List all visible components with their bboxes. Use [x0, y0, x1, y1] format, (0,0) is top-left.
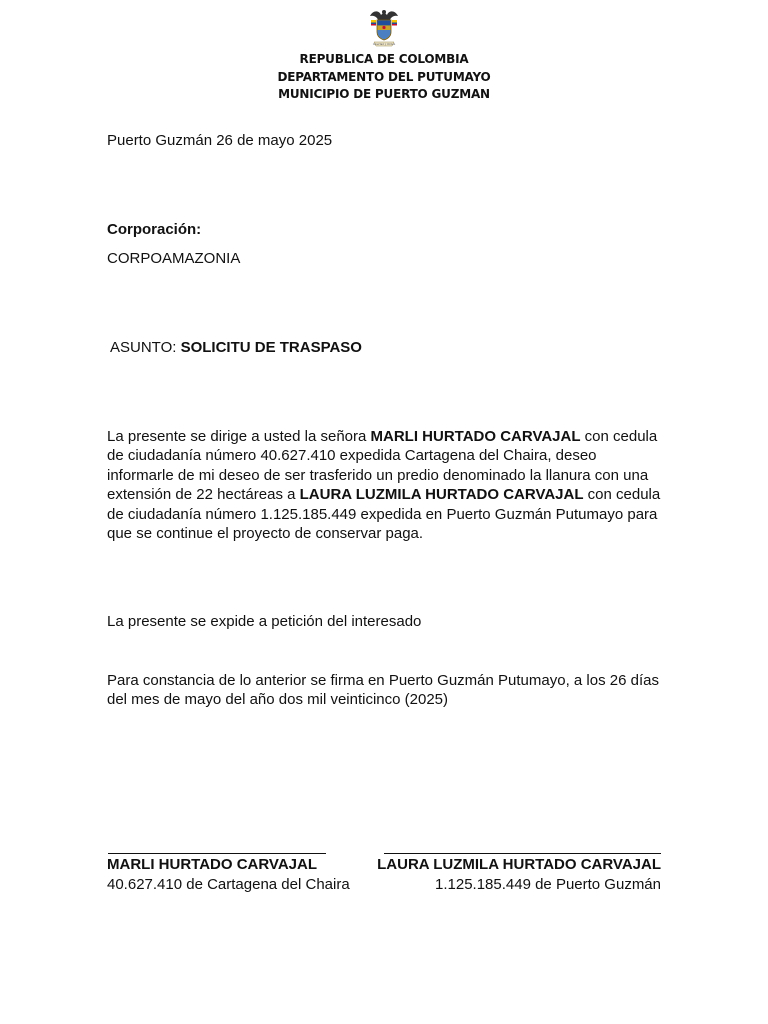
- paragraph1-name-grantee: LAURA LUZMILA HURTADO CARVAJAL: [299, 486, 584, 504]
- date-line: Puerto Guzmán 26 de mayo 2025: [107, 132, 333, 149]
- header-line-municipality: MUNICIPIO DE PUERTO GUZMAN: [278, 87, 490, 101]
- signature-id-right: 1.125.185.449 de Puerto Guzmán: [435, 876, 661, 893]
- subject-label: ASUNTO:: [110, 339, 177, 356]
- signature-line-left: [108, 853, 326, 854]
- header-line-department: DEPARTAMENTO DEL PUTUMAYO: [277, 69, 491, 84]
- body-paragraph-closing: Para constancia de lo anterior se firma en Puerto Guzmán Putumayo, a los 26 días del mes de mayo del año dos mil veinticinco (2025): [107, 672, 659, 709]
- signature-name-right: LAURA LUZMILA HURTADO CARVAJAL: [377, 856, 661, 873]
- paragraph1-part2: con cedula de ciudadanía número 40.627.410 expedida Cartagena del Chaira, deseo informarle de mi deseo de ser trasferido un predio denominado la llanura con una extensión de 22 hectáreas a: [107, 428, 658, 504]
- coat-of-arms-icon: [367, 6, 401, 50]
- addressee-name: CORPOAMAZONIA: [107, 250, 241, 267]
- letterhead: [0, 51, 768, 104]
- signature-id-left: 40.627.410 de Cartagena del Chaira: [107, 876, 350, 893]
- paragraph1-part3: con cedula de ciudadanía número 1.125.185.449 expedida en Puerto Guzmán Putumayo para que se continue el proyecto de conservar paga.: [107, 486, 661, 543]
- body-paragraph-issuance: La presente se expide a petición del interesado: [107, 613, 422, 630]
- signature-name-left: MARLI HURTADO CARVAJAL: [107, 856, 317, 873]
- addressee-label: Corporación:: [107, 221, 202, 238]
- header-line-republic: REPUBLICA DE COLOMBIA: [299, 52, 469, 66]
- paragraph1-part1: La presente se dirige a usted la señora: [107, 428, 371, 445]
- body-paragraph-request: [107, 427, 664, 543]
- signature-line-right: [384, 853, 661, 854]
- crest-motto: Libertad y Orden: [372, 43, 396, 47]
- paragraph1-name-grantor: MARLI HURTADO CARVAJAL: [370, 428, 581, 445]
- subject-line: [110, 338, 667, 357]
- subject-value: SOLICITU DE TRASPASO: [180, 339, 362, 356]
